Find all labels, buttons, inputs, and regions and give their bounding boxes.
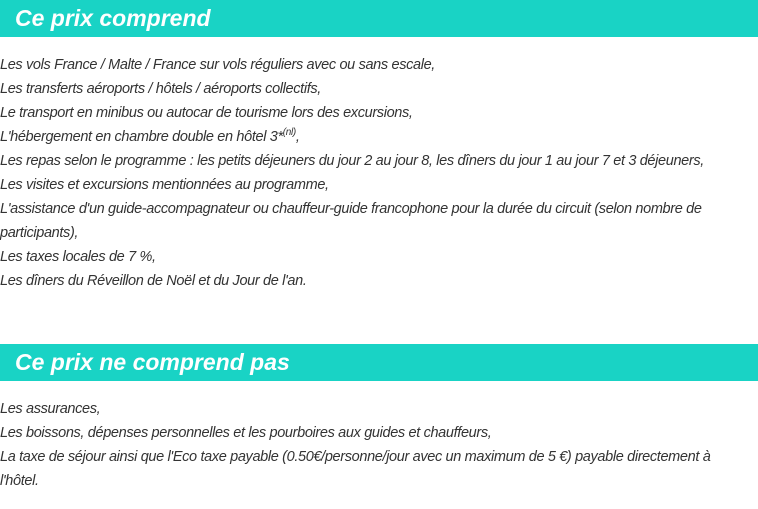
hotel-item-text: L'hébergement en chambre double en hôtel 3* xyxy=(0,129,283,145)
list-item: Les repas selon le programme : les petits déjeuners du jour 2 au jour 8, les dîners du jour 1 au jour 7 et 3 déjeuners, xyxy=(0,153,704,169)
list-item: L'assistance d'un guide-accompagnateur ou chauffeur-guide francophone pour la durée du circuit (selon nombre de participants), xyxy=(0,201,702,241)
list-item: La taxe de séjour ainsi que l'Eco taxe payable (0.50€/personne/jour avec un maximum de 5 €) payable directement à l'hôtel. xyxy=(0,449,711,489)
list-item: Les taxes locales de 7 %, xyxy=(0,249,156,265)
hotel-note: (nl) xyxy=(282,127,296,139)
excluded-section-title: Ce prix ne comprend pas xyxy=(0,344,758,381)
included-section-title: Ce prix comprend xyxy=(0,0,758,37)
list-item: Les transferts aéroports / hôtels / aéroports collectifs, xyxy=(0,81,321,97)
list-item: Les boissons, dépenses personnelles et les pourboires aux guides et chauffeurs, xyxy=(0,425,492,441)
list-item: Les assurances, xyxy=(0,401,101,417)
list-item xyxy=(0,125,752,149)
list-item: Les visites et excursions mentionnées au programme, xyxy=(0,177,329,193)
hotel-item-suffix: , xyxy=(295,129,300,145)
list-item: Les dîners du Réveillon de Noël et du Jour de l'an. xyxy=(0,273,307,289)
included-list xyxy=(0,53,752,293)
list-item: Le transport en minibus ou autocar de tourisme lors des excursions, xyxy=(0,105,413,121)
list-item: Les vols France / Malte / France sur vols réguliers avec ou sans escale, xyxy=(0,57,435,73)
excluded-list xyxy=(0,397,752,493)
